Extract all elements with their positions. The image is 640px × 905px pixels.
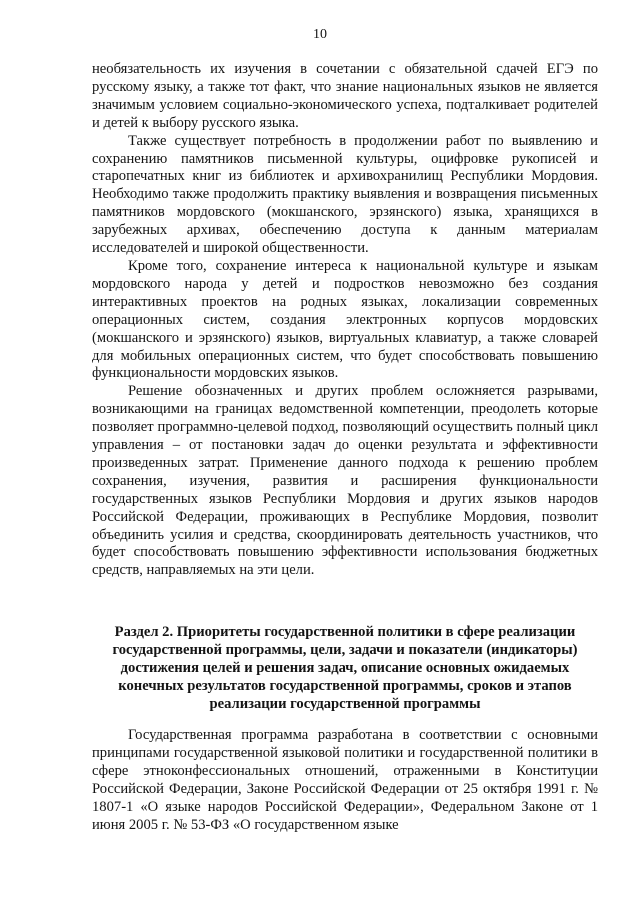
page-number: 10	[313, 27, 327, 42]
paragraph-manuscripts: Также существует потребность в продолжении работ по выявлению и сохранению памятников письменной культуры, оцифровке рукописей и старопечатных книг из библиотек и архивохранилищ Республики Мордовия. Необходимо также продолжить практику выявления и возвращения письменных памятников мордовского (мокшанского, эрзянского) языка, хранящихся в зарубежных архивах, обеспечению доступа к данным материалам исследователей и широкой общественности.	[92, 132, 598, 257]
body-text	[92, 61, 598, 580]
paragraph-interactive-projects: Кроме того, сохранение интереса к национальной культуре и языкам мордовского народа у детей и подростков невозможно без создания интерактивных проектов на родных языках, локализации современных операционных систем, создания электронных корпусов мордовских (мокшанского и эрзянского) языков, виртуальных клавиатур, а также словарей для мобильных операционных систем, что будет способствовать повышению функциональности мордовских языков.	[92, 257, 598, 382]
paragraph-continuation: необязательность их изучения в сочетании с обязательной сдачей ЕГЭ по русскому языку, а также тот факт, что знание национальных языков не является значимым условием социально-экономического успеха, подталкивает родителей и детей к выбору русского языка.	[92, 61, 598, 131]
paragraph-program-basis: Государственная программа разработана в соответствии с основными принципами государственной языковой политики и государственной политики в сфере этноконфессиональных отношений, отраженными в Конституции Российской Федерации, Законе Российской Федерации от 25 октября 1991 г. № 1807-1 «О языке народов Российской Федерации», Федеральном Законе от 1 июня 2005 г. № 53-ФЗ «О государственном языке	[92, 727, 598, 833]
section-heading: Раздел 2. Приоритеты государственной политики в сфере реализации государственной программы, цели, задачи и показатели (индикаторы) достижения целей и решения задач, описание основных ожидаемых конечных результатов государственной программы, сроков и этапов реализации государственной программы	[112, 624, 578, 712]
paragraph-program-approach: Решение обозначенных и других проблем осложняется разрывами, возникающими на границах ведомственной компетенции, преодолеть которые позволяет программно-целевой подход, позволяющий осуществить полный цикл управления – от постановки задач до оценки результата и эффективности произведенных затрат. Применение данного подхода к решению проблем сохранения, изучения, развития и расширения функциональности государственных языков Республики Мордовия и других языков народов Российской Федерации, проживающих в Республике Мордовия, позволит объединить усилия и средства, скоординировать деятельность участников, что будет способствовать повышению эффективности использования бюджетных средств, направляемых на эти цели.	[92, 383, 598, 579]
section-body	[92, 727, 598, 834]
